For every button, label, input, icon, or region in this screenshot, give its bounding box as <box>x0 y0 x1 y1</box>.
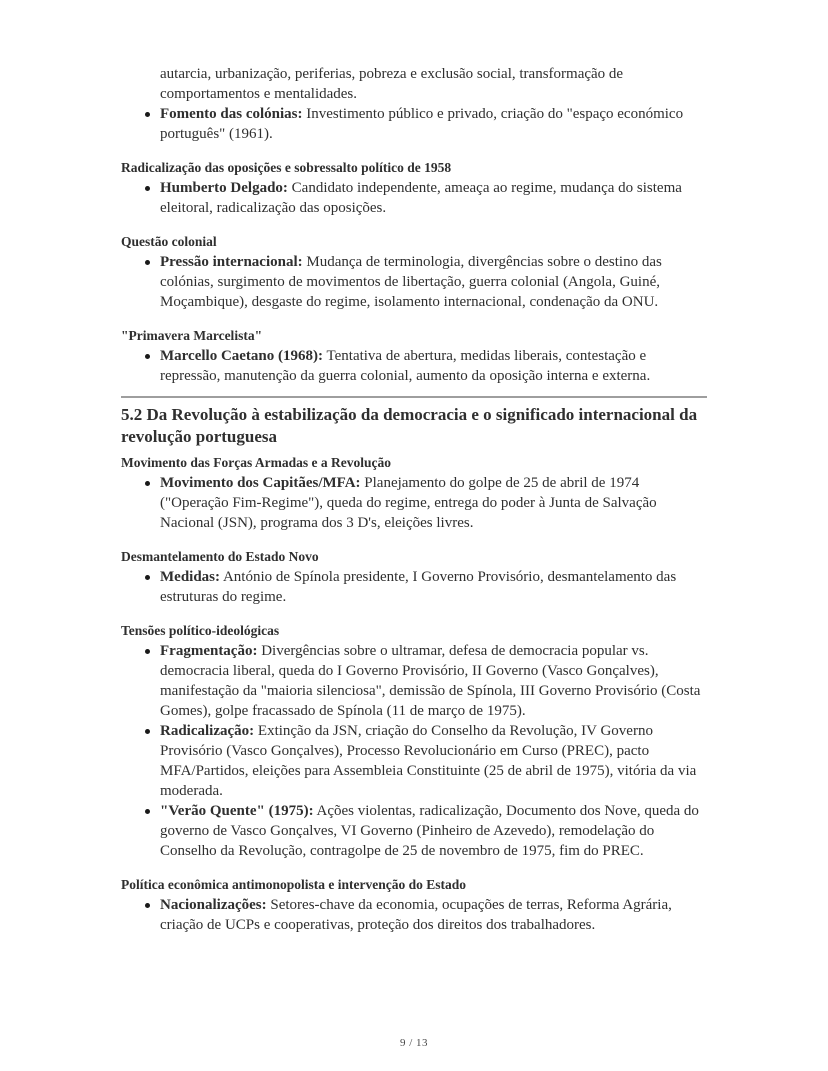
bullet-icon <box>145 729 150 734</box>
bullet-icon <box>145 481 150 486</box>
bullet-icon <box>145 575 150 580</box>
bullet-term: Marcello Caetano (1968): <box>160 348 324 364</box>
bullet-list <box>121 104 707 144</box>
bullet-text: Candidato independente, ameaça ao regime, mudança do sistema eleitoral, radicalização das oposições. <box>160 180 682 216</box>
bullet-icon <box>145 112 150 117</box>
bullet-term: Medidas: <box>160 569 220 585</box>
bullet-item <box>121 346 707 386</box>
bullet-icon <box>145 809 150 814</box>
paragraph-continuation: autarcia, urbanização, periferias, pobreza e exclusão social, transformação de comportamentos e mentalidades. <box>160 66 624 102</box>
bullet-list <box>121 252 707 312</box>
bullet-term: Pressão internacional: <box>160 254 303 270</box>
bullet-text: Planejamento do golpe de 25 de abril de 1974 ("Operação Fim-Regime"), queda do regime, entrega do poder à Junta de Salvação Nacional (JSN), programa dos 3 D's, eleições livres. <box>160 475 657 531</box>
subsection-heading: Política econômica antimonopolista e intervenção do Estado <box>121 877 466 892</box>
bullet-icon <box>145 354 150 359</box>
bullet-item <box>121 567 707 607</box>
bullet-text: Mudança de terminologia, divergências sobre o destino das colónias, surgimento de movimentos de libertação, guerra colonial (Angola, Guiné, Moçambique), desgaste do regime, isolamento internacional, condenação da ONU. <box>160 254 662 310</box>
bullet-text: Tentativa de abertura, medidas liberais, contestação e repressão, manutenção da guerra colonial, aumento da oposição interna e externa. <box>160 348 651 384</box>
bullet-term: "Verão Quente" (1975): <box>160 803 314 819</box>
bullet-text: António de Spínola presidente, I Governo Provisório, desmantelamento das estruturas do regime. <box>160 569 677 605</box>
bullet-list <box>121 641 707 861</box>
subsection-heading: Questão colonial <box>121 234 217 249</box>
bullet-term: Radicalização: <box>160 723 255 739</box>
subsection-heading: "Primavera Marcelista" <box>121 328 263 343</box>
bullet-text: Extinção da JSN, criação do Conselho da Revolução, IV Governo Provisório (Vasco Gonçalves), Processo Revolucionário em Curso (PREC), pacto MFA/Partidos, eleições para Assembleia Constituinte (25 de abril de 1975), vitória da via moderada. <box>160 723 697 799</box>
bullet-icon <box>145 186 150 191</box>
bullet-item <box>121 104 707 144</box>
bullet-term: Fragmentação: <box>160 643 258 659</box>
bullet-list <box>121 178 707 218</box>
bullet-term: Nacionalizações: <box>160 897 267 913</box>
bullet-list <box>121 473 707 533</box>
bullet-list <box>121 346 707 386</box>
bullet-term: Movimento dos Capitães/MFA: <box>160 475 361 491</box>
page-number: 9 / 13 <box>399 1037 429 1049</box>
bullet-text: Divergências sobre o ultramar, defesa de democracia popular vs. democracia liberal, queda do I Governo Provisório, II Governo (Vasco Gonçalves), manifestação da "maioria silenciosa", demissão de Spínola, III Governo Provisório (Costa Gomes), golpe fracassado de Spínola (11 de março de 1975). <box>160 643 701 719</box>
subsection-heading: Tensões político-ideológicas <box>121 623 280 638</box>
bullet-list <box>121 567 707 607</box>
bullet-icon <box>145 649 150 654</box>
section-divider <box>121 396 707 398</box>
bullet-item <box>121 641 707 721</box>
bullet-term: Fomento das colónias: <box>160 106 303 122</box>
document-content <box>121 64 707 935</box>
bullet-item <box>121 801 707 861</box>
bullet-item <box>121 721 707 801</box>
subsection-heading: Desmantelamento do Estado Novo <box>121 549 319 564</box>
bullet-text: Ações violentas, radicalização, Documento dos Nove, queda do governo de Vasco Gonçalves, VI Governo (Pinheiro de Azevedo), remodelação do Conselho da Revolução, contragolpe de 25 de novembro de 1975, fim do PREC. <box>160 803 699 859</box>
bullet-list <box>121 895 707 935</box>
subsection-heading: Radicalização das oposições e sobressalto político de 1958 <box>121 160 452 175</box>
bullet-text: Investimento público e privado, criação do "espaço económico português" (1961). <box>160 106 684 142</box>
bullet-item <box>121 473 707 533</box>
bullet-item <box>121 895 707 935</box>
bullet-item <box>121 252 707 312</box>
section-title: 5.2 Da Revolução à estabilização da democracia e o significado internacional da revolução portuguesa <box>121 405 698 446</box>
bullet-icon <box>145 903 150 908</box>
bullet-text: Setores-chave da economia, ocupações de terras, Reforma Agrária, criação de UCPs e cooperativas, proteção dos direitos dos trabalhadores. <box>160 897 672 933</box>
subsection-heading: Movimento das Forças Armadas e a Revolução <box>121 455 391 470</box>
bullet-icon <box>145 260 150 265</box>
bullet-term: Humberto Delgado: <box>160 180 288 196</box>
bullet-item <box>121 178 707 218</box>
